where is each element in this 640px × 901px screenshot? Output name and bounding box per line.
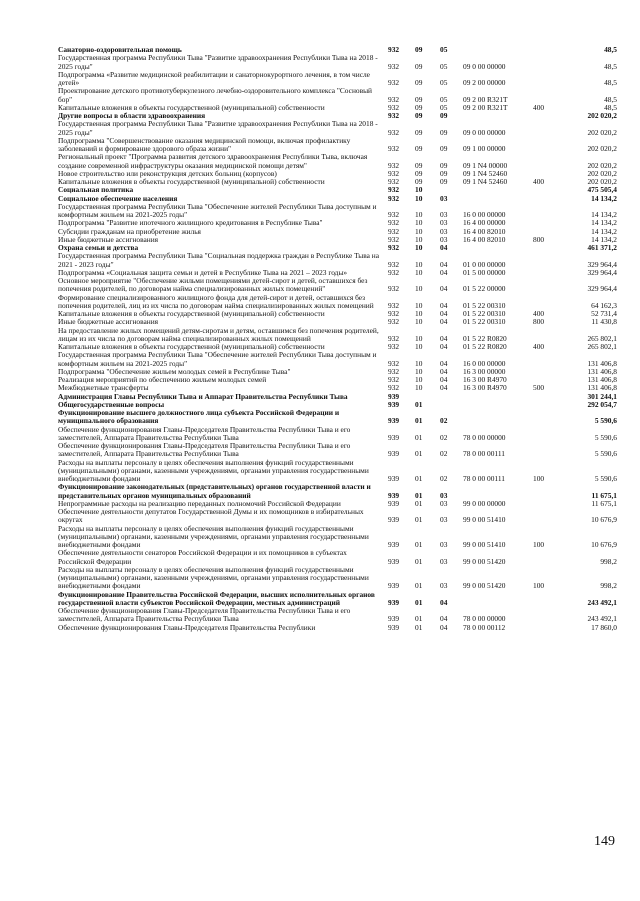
table-row (58, 409, 620, 426)
budget-item-name: Межбюджетные трансферты (58, 383, 149, 393)
amount: 10 676,9 (591, 540, 617, 549)
budget-item-name: Социальная политика (58, 185, 134, 195)
amount: 11 430,8 (591, 317, 617, 327)
grbs-code: 932 (388, 309, 400, 318)
expense-type-code: 100 (533, 540, 545, 549)
amount: 329 964,4 (587, 284, 617, 294)
section-code: 01 (415, 581, 423, 591)
grbs-code: 932 (388, 160, 400, 170)
subsection-code: 05 (440, 102, 448, 112)
budget-item-name: Новое строительство или реконструкция детских больниц (корпусов) (58, 168, 277, 178)
budget-item-name: Подпрограмма "Совершенствование оказания медицинской помощи, включая профилактику заболеваний и формирование здорового образа жизни" (58, 135, 351, 153)
grbs-code: 939 (388, 581, 400, 591)
budget-item-name: Обеспечение функционирования Главы-Председателя Правительства Республики Тыва и его заместителей, Аппарата Правительства Республики Тыва (58, 424, 351, 442)
budget-item-name: Капитальные вложения в объекты государственной (муниципальной) собственности (58, 177, 325, 186)
grbs-code: 932 (388, 234, 400, 244)
budget-table (58, 46, 620, 632)
grbs-code: 932 (388, 218, 400, 228)
subsection-code: 02 (440, 449, 448, 459)
subsection-code: 04 (440, 317, 448, 327)
grbs-code: 939 (388, 490, 400, 500)
grbs-code: 939 (388, 474, 400, 483)
amount: 202 020,2 (587, 127, 617, 137)
section-code: 10 (415, 333, 423, 343)
table-row (58, 120, 620, 137)
expense-type-code: 400 (533, 309, 545, 318)
section-code: 09 (415, 94, 423, 104)
table-row (58, 508, 620, 525)
section-code: 09 (415, 127, 423, 137)
subsection-code: 03 (440, 234, 448, 244)
grbs-code: 939 (388, 416, 400, 426)
target-article-code: 01 0 00 00000 (463, 259, 506, 269)
budget-item-name: Расходы на выплаты персоналу в целях обеспечения выполнения функций государственными (муниципальными) органами, казенными учреждениями, органами управления государственными внебюджетными фондами (58, 564, 369, 591)
target-article-code: 09 1 N4 52460 (463, 177, 508, 186)
budget-item-name: Обеспечение функционирования Главы-Председателя Правительства Республики Тыва и его заместителей, Аппарата Правительства Республики Тыва (58, 606, 351, 624)
section-code: 09 (415, 45, 423, 54)
budget-item-name: Обеспечение функционирования Главы-Председателя Правительства Республики Тыва и его заместителей, Аппарата Правительства Республики Тыва (58, 441, 351, 459)
grbs-code: 932 (388, 111, 400, 120)
target-article-code: 09 2 00 00000 (463, 78, 506, 87)
grbs-code: 932 (388, 78, 400, 87)
amount: 17 860,0 (591, 622, 617, 632)
grbs-code: 932 (388, 375, 400, 384)
subsection-code: 04 (440, 333, 448, 343)
target-article-code: 16 4 00 82010 (463, 234, 506, 244)
budget-item-name: Государственная программа Республики Тыва "Обеспечение жителей Республики Тыва доступным и комфортным жильем на 2021-2025 годы" (58, 201, 377, 219)
section-code: 10 (415, 234, 423, 244)
grbs-code: 939 (388, 432, 400, 442)
amount: 131 406,8 (587, 383, 617, 393)
subsection-code: 09 (440, 168, 448, 178)
section-code: 01 (415, 474, 423, 483)
amount: 301 244,1 (587, 391, 617, 401)
target-article-code: 99 0 00 51420 (463, 581, 506, 591)
subsection-code: 04 (440, 267, 448, 277)
budget-item-name: Охрана семьи и детства (58, 243, 139, 252)
grbs-code: 932 (388, 284, 400, 294)
budget-item-name: Социальное обеспечение населения (58, 193, 178, 203)
expense-type-code: 800 (533, 234, 545, 244)
section-code: 01 (415, 449, 423, 459)
amount: 292 054,7 (587, 399, 617, 409)
amount: 329 964,4 (587, 267, 617, 277)
table-row (58, 327, 620, 344)
grbs-code: 932 (388, 144, 400, 153)
target-article-code: 78 0 00 00000 (463, 614, 506, 624)
grbs-code: 939 (388, 614, 400, 624)
subsection-code: 04 (440, 243, 448, 252)
section-code: 10 (415, 218, 423, 228)
amount: 14 134,2 (591, 210, 617, 219)
amount: 131 406,8 (587, 366, 617, 376)
budget-item-name: Иные бюджетные ассигнования (58, 317, 159, 327)
subsection-code: 03 (440, 210, 448, 219)
amount: 5 590,6 (594, 474, 617, 483)
expense-type-code: 400 (533, 177, 545, 186)
budget-item-name: Непрограммные расходы на реализацию переданных полномочий Российской Федерации (58, 498, 341, 508)
subsection-code: 03 (440, 490, 448, 500)
subsection-code: 03 (440, 218, 448, 228)
subsection-code: 04 (440, 597, 448, 607)
target-article-code: 99 0 00 51410 (463, 540, 506, 549)
subsection-code: 02 (440, 432, 448, 442)
amount: 131 406,8 (587, 375, 617, 384)
table-row (58, 203, 620, 220)
target-article-code: 99 0 00 00000 (463, 498, 506, 508)
subsection-code: 09 (440, 127, 448, 137)
subsection-code: 03 (440, 540, 448, 549)
section-code: 10 (415, 259, 423, 269)
table-row (58, 252, 620, 269)
table-row (58, 137, 620, 154)
amount: 202 020,2 (587, 160, 617, 170)
target-article-code: 78 0 00 00112 (463, 622, 506, 632)
budget-item-name: Обеспечение функционирования Главы-Председателя Правительства Республики (58, 622, 316, 632)
budget-item-name: Функционирование высшего должностного лица субъекта Российской Федерации и муниципального образования (58, 408, 340, 426)
amount: 48,5 (604, 61, 617, 71)
target-article-code: 09 1 N4 00000 (463, 160, 508, 170)
amount: 14 134,2 (591, 226, 617, 236)
section-code: 10 (415, 226, 423, 236)
amount: 202 020,2 (587, 168, 617, 178)
budget-item-name: Иные бюджетные ассигнования (58, 234, 159, 244)
grbs-code: 932 (388, 259, 400, 269)
budget-item-name: Реализация мероприятий по обеспечению жильем молодых семей (58, 375, 267, 384)
section-code: 10 (415, 309, 423, 318)
subsection-code: 09 (440, 144, 448, 153)
target-article-code: 09 1 00 00000 (463, 144, 506, 153)
subsection-code: 04 (440, 614, 448, 624)
subsection-code: 05 (440, 45, 448, 54)
section-code: 09 (415, 177, 423, 186)
target-article-code: 16 3 00 00000 (463, 366, 506, 376)
subsection-code: 04 (440, 622, 448, 632)
target-article-code: 16 3 00 R4970 (463, 375, 507, 384)
budget-item-name: Подпрограмма "Обеспечение жильем молодых семей в Республике Тыва" (58, 366, 291, 376)
subsection-code: 04 (440, 375, 448, 384)
amount: 329 964,4 (587, 259, 617, 269)
subsection-code: 05 (440, 94, 448, 104)
section-code: 10 (415, 375, 423, 384)
budget-item-name: На предоставление жилых помещений детям-сиротам и детям, оставшимся без попечения родителей, лицам из их числа по договорам найма специализированных жилых помещений (58, 325, 379, 343)
table-row (58, 277, 620, 294)
grbs-code: 932 (388, 127, 400, 137)
amount: 998,2 (600, 581, 617, 591)
target-article-code: 78 0 00 00000 (463, 432, 506, 442)
section-code: 01 (415, 540, 423, 549)
amount: 11 675,1 (591, 498, 617, 508)
subsection-code: 04 (440, 309, 448, 318)
section-code: 01 (415, 622, 423, 632)
subsection-code: 05 (440, 61, 448, 71)
grbs-code: 932 (388, 185, 400, 195)
subsection-code: 04 (440, 366, 448, 376)
amount: 243 492,1 (587, 597, 617, 607)
table-row (58, 525, 620, 550)
target-article-code: 01 5 22 R0820 (463, 333, 507, 343)
table-row (58, 591, 620, 608)
budget-item-name: Общегосударственные вопросы (58, 399, 165, 409)
budget-item-name: Подпрограмма "Развитие ипотечного жилищного кредитования в Республике Тыва" (58, 218, 323, 228)
grbs-code: 932 (388, 358, 400, 368)
grbs-code: 939 (388, 556, 400, 566)
section-code: 01 (415, 556, 423, 566)
grbs-code: 939 (388, 399, 400, 409)
section-code: 10 (415, 267, 423, 277)
expense-type-code: 800 (533, 317, 545, 327)
section-code: 09 (415, 102, 423, 112)
table-row (58, 54, 620, 71)
target-article-code: 16 4 00 82010 (463, 226, 506, 236)
table-row (58, 549, 620, 566)
amount: 64 162,3 (591, 300, 617, 310)
grbs-code: 939 (388, 540, 400, 549)
budget-item-name: Государственная программа Республики Тыва "Развитие здравоохранения Республики Тыва на 2018 - 2025 годы" (58, 119, 378, 137)
table-row (58, 426, 620, 443)
grbs-code: 932 (388, 267, 400, 277)
grbs-code: 932 (388, 168, 400, 178)
budget-item-name: Администрация Главы Республики Тыва и Аппарат Правительства Республики Тыва (58, 391, 348, 401)
target-article-code: 01 5 22 00310 (463, 300, 506, 310)
grbs-code: 932 (388, 45, 400, 54)
section-code: 09 (415, 78, 423, 87)
section-code: 01 (415, 614, 423, 624)
section-code: 10 (415, 358, 423, 368)
budget-item-name: Подпрограмма «Социальная защита семьи и детей в Республике Тыва на 2021 – 2023 годы» (58, 267, 348, 277)
amount: 461 371,2 (587, 243, 617, 252)
subsection-code: 04 (440, 300, 448, 310)
amount: 5 590,6 (594, 416, 617, 426)
section-code: 01 (415, 399, 423, 409)
section-code: 10 (415, 243, 423, 252)
target-article-code: 16 0 00 00000 (463, 358, 506, 368)
budget-item-name: Расходы на выплаты персоналу в целях обеспечения выполнения функций государственными (муниципальными) органами, казенными учреждениями, органами управления государственными внебюджетными фондами (58, 523, 369, 549)
section-code: 10 (415, 366, 423, 376)
table-row (58, 236, 620, 244)
amount: 265 802,1 (587, 333, 617, 343)
table-row (58, 294, 620, 311)
subsection-code: 03 (440, 556, 448, 566)
amount: 265 802,1 (587, 342, 617, 351)
subsection-code: 03 (440, 515, 448, 525)
budget-item-name: Капитальные вложения в объекты государственной (муниципальной) собственности (58, 102, 325, 112)
grbs-code: 932 (388, 333, 400, 343)
amount: 14 134,2 (591, 193, 617, 203)
budget-item-name: Другие вопросы в области здравоохранения (58, 111, 206, 120)
table-row (58, 607, 620, 624)
budget-item-name: Капитальные вложения в объекты государственной (муниципальной) собственности (58, 309, 325, 318)
budget-item-name: Санаторно-оздоровительная помощь (58, 45, 182, 54)
target-article-code: 01 5 22 00310 (463, 317, 506, 327)
grbs-code: 939 (388, 449, 400, 459)
budget-item-name: Капитальные вложения в объекты государственной (муниципальной) собственности (58, 342, 325, 351)
target-article-code: 01 5 22 00000 (463, 284, 506, 294)
section-code: 10 (415, 193, 423, 203)
subsection-code: 03 (440, 498, 448, 508)
amount: 48,5 (604, 78, 617, 87)
table-row (58, 87, 620, 104)
grbs-code: 932 (388, 177, 400, 186)
grbs-code: 932 (388, 243, 400, 252)
budget-item-name: Расходы на выплаты персоналу в целях обеспечения выполнения функций государственными (муниципальными) органами, казенными учреждениями, органами управления государственными внебюджетными фондами (58, 457, 369, 483)
amount: 202 020,2 (587, 111, 617, 120)
target-article-code: 09 0 00 00000 (463, 127, 506, 137)
grbs-code: 939 (388, 498, 400, 508)
table-row (58, 459, 620, 484)
grbs-code: 932 (388, 383, 400, 393)
amount: 48,5 (604, 94, 617, 104)
subsection-code: 04 (440, 342, 448, 351)
grbs-code: 939 (388, 515, 400, 525)
table-row (58, 351, 620, 368)
amount: 48,5 (604, 102, 617, 112)
budget-item-name: Обеспечение деятельности депутатов Государственной Думы и их помощников в избирательных округах (58, 507, 364, 525)
grbs-code: 932 (388, 210, 400, 219)
budget-item-name: Субсидии гражданам на приобретение жилья (58, 226, 201, 236)
grbs-code: 932 (388, 300, 400, 310)
subsection-code: 09 (440, 111, 448, 120)
target-article-code: 78 0 00 00111 (463, 449, 505, 459)
subsection-code: 04 (440, 259, 448, 269)
section-code: 09 (415, 111, 423, 120)
grbs-code: 932 (388, 94, 400, 104)
amount: 10 676,9 (591, 515, 617, 525)
target-article-code: 99 0 00 51420 (463, 556, 506, 566)
grbs-code: 939 (388, 597, 400, 607)
section-code: 10 (415, 300, 423, 310)
target-article-code: 01 5 22 R0820 (463, 342, 507, 351)
section-code: 01 (415, 490, 423, 500)
table-row (58, 153, 620, 170)
grbs-code: 932 (388, 342, 400, 351)
amount: 14 134,2 (591, 218, 617, 228)
amount: 5 590,6 (594, 432, 617, 442)
budget-item-name: Подпрограмма «Развитие медицинской реабилитации и санаторнокурортного лечения, в том числе детей» (58, 69, 370, 87)
subsection-code: 04 (440, 358, 448, 368)
target-article-code: 16 3 00 R4970 (463, 383, 507, 393)
amount: 998,2 (600, 556, 617, 566)
table-row (58, 624, 620, 632)
section-code: 09 (415, 61, 423, 71)
section-code: 01 (415, 597, 423, 607)
budget-item-name: Формирование специализированного жилищного фонда для детей-сирот и детей, оставшихся без попечения родителей, лиц из их числа по договорам найма специализированных жилых помещений (58, 292, 374, 310)
amount: 475 505,4 (587, 185, 617, 195)
section-code: 09 (415, 144, 423, 153)
amount: 243 492,1 (587, 614, 617, 624)
grbs-code: 939 (388, 622, 400, 632)
budget-item-name: Обеспечение деятельности сенаторов Российской Федерации и их помощников в субъектах Российской Федерации (58, 548, 347, 566)
amount: 202 020,2 (587, 177, 617, 186)
target-article-code: 01 5 00 00000 (463, 267, 506, 277)
amount: 52 731,4 (591, 309, 617, 318)
section-code: 10 (415, 284, 423, 294)
table-row (58, 442, 620, 459)
expense-type-code: 500 (533, 383, 545, 393)
grbs-code: 932 (388, 366, 400, 376)
amount: 14 134,2 (591, 234, 617, 244)
section-code: 01 (415, 432, 423, 442)
subsection-code: 03 (440, 581, 448, 591)
table-row (58, 483, 620, 500)
grbs-code: 932 (388, 226, 400, 236)
section-code: 10 (415, 185, 423, 195)
section-code: 01 (415, 416, 423, 426)
section-code: 09 (415, 168, 423, 178)
table-row (58, 566, 620, 591)
expense-type-code: 100 (533, 581, 545, 591)
grbs-code: 939 (388, 391, 400, 401)
subsection-code: 03 (440, 193, 448, 203)
amount: 131 406,8 (587, 358, 617, 368)
target-article-code: 09 1 N4 52460 (463, 168, 508, 178)
target-article-code: 09 0 00 00000 (463, 61, 506, 71)
budget-item-name: Государственная программа Республики Тыва "Развитие здравоохранения Республики Тыва на 2018 - 2025 годы" (58, 53, 378, 71)
target-article-code: 16 4 00 00000 (463, 218, 506, 228)
expense-type-code: 400 (533, 102, 545, 112)
subsection-code: 03 (440, 226, 448, 236)
section-code: 10 (415, 342, 423, 351)
budget-item-name: Государственная программа Республики Тыва "Социальная поддержка граждан в Республике Тыва на 2021 - 2023 годы" (58, 251, 379, 269)
budget-item-name: Проектирование детского противотуберкулезного лечебно-оздоровительного комплекса "Сосновый бор" (58, 86, 373, 104)
expense-type-code: 100 (533, 474, 545, 483)
grbs-code: 932 (388, 102, 400, 112)
budget-item-name: Региональный проект "Программа развития детского здравоохранения Республики Тыва, включая создание современной инфраструктуры оказания медицинской помощи детям" (58, 152, 368, 170)
section-code: 01 (415, 498, 423, 508)
budget-item-name: Основное мероприятие "Обеспечение жильми помещениями детей-сирот и детей, оставшихся без попечения родителей, по договорам найма специализированных жилых помещений" (58, 276, 368, 294)
page-number: 149 (594, 834, 615, 849)
section-code: 10 (415, 210, 423, 219)
subsection-code: 02 (440, 416, 448, 426)
target-article-code: 16 0 00 00000 (463, 210, 506, 219)
expense-type-code: 400 (533, 342, 545, 351)
target-article-code: 09 2 00 R321T (463, 102, 508, 112)
section-code: 10 (415, 317, 423, 327)
target-article-code: 01 5 22 00310 (463, 309, 506, 318)
amount: 202 020,2 (587, 144, 617, 153)
subsection-code: 09 (440, 177, 448, 186)
budget-item-name: Функционирование Правительства Российской Федерации, высших исполнительных органов государственной власти субъектов Российской Федерации, местных администраций (58, 589, 375, 607)
budget-item-name: Функционирование законодательных (представительных) органов государственной власти и представительных органов муниципальных образований (58, 482, 371, 500)
subsection-code: 04 (440, 383, 448, 393)
target-article-code: 99 0 00 51410 (463, 515, 506, 525)
section-code: 09 (415, 160, 423, 170)
subsection-code: 02 (440, 474, 448, 483)
amount: 11 675,1 (591, 490, 617, 500)
grbs-code: 932 (388, 61, 400, 71)
grbs-code: 932 (388, 317, 400, 327)
grbs-code: 932 (388, 193, 400, 203)
amount: 5 590,6 (594, 449, 617, 459)
subsection-code: 04 (440, 284, 448, 294)
target-article-code: 09 2 00 R321T (463, 94, 508, 104)
table-row (58, 178, 620, 186)
section-code: 10 (415, 383, 423, 393)
subsection-code: 05 (440, 78, 448, 87)
amount: 48,5 (604, 45, 617, 54)
target-article-code: 78 0 00 00111 (463, 474, 505, 483)
subsection-code: 09 (440, 160, 448, 170)
table-row (58, 71, 620, 88)
section-code: 01 (415, 515, 423, 525)
budget-item-name: Государственная программа Республики Тыва "Обеспечение жителей Республики Тыва доступным и комфортным жильем на 2021-2025 годы" (58, 350, 377, 368)
